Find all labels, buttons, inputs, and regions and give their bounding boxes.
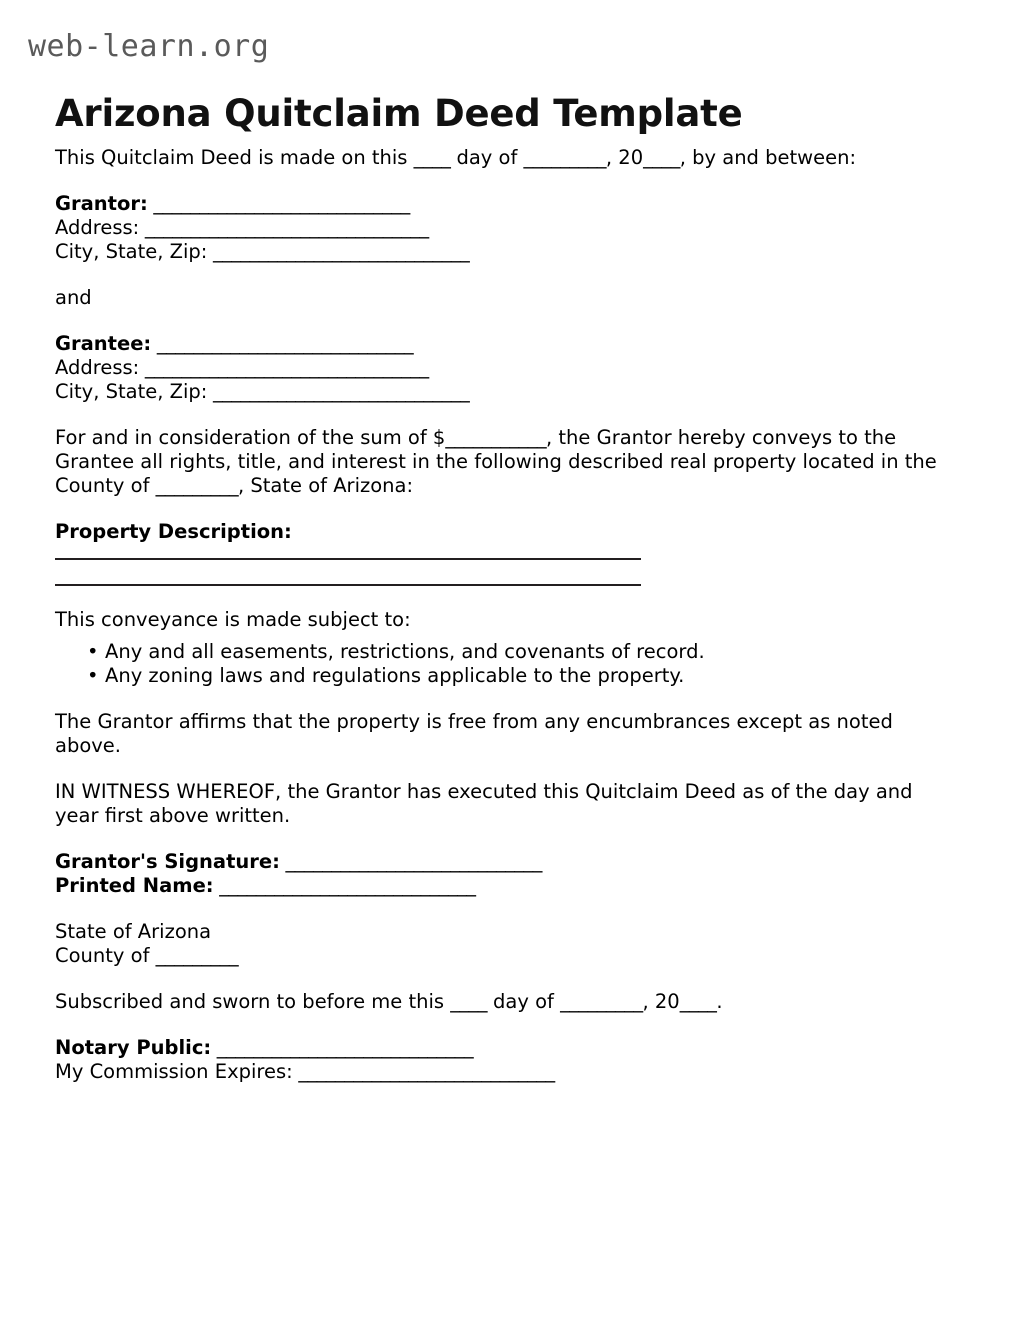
grantor-citystatezip-row: [55, 240, 960, 264]
sworn-year-blank[interactable]: ____: [679, 990, 717, 1013]
conjunction-and: and: [55, 286, 92, 309]
printed-name-label: Printed Name:: [55, 874, 214, 897]
printed-name-row: [55, 874, 960, 898]
list-item-label: Any zoning laws and regulations applicable to the property.: [105, 664, 685, 687]
intro-text-3: , 20: [605, 146, 644, 169]
affirmation-paragraph: The Grantor affirms that the property is free from any encumbrances except as noted above.: [55, 710, 893, 757]
site-watermark: web-learn.org: [28, 29, 270, 64]
notary-venue-block: [55, 920, 960, 968]
sworn-text-2: day of: [486, 990, 561, 1013]
sworn-text-4: .: [716, 990, 723, 1013]
property-description-line-2[interactable]: [55, 584, 641, 586]
grantor-block: [55, 192, 960, 264]
intro-month-blank[interactable]: _________: [523, 146, 606, 169]
signature-block: [55, 850, 960, 898]
intro-text-4: , by and between:: [679, 146, 857, 169]
page-title: Arizona Quitclaim Deed Template: [55, 91, 743, 135]
grantee-address-label: Address:: [55, 356, 140, 379]
grantee-name-row: [55, 332, 960, 356]
grantor-name-blank[interactable]: ____________________________: [147, 192, 410, 215]
list-item: [87, 640, 960, 664]
consideration-text-3: , State of Arizona:: [238, 474, 414, 497]
grantor-address-blank[interactable]: _______________________________: [139, 216, 429, 239]
consideration-county-blank[interactable]: _________: [155, 474, 239, 497]
bullet-icon: •: [87, 664, 99, 687]
commission-expires-label: My Commission Expires:: [55, 1060, 293, 1083]
printed-name-blank[interactable]: ____________________________: [213, 874, 476, 897]
list-item-label: Any and all easements, restrictions, and covenants of record.: [105, 640, 705, 663]
property-description-label: Property Description:: [55, 520, 292, 543]
grantor-signature-blank[interactable]: ____________________________: [279, 850, 542, 873]
consideration-text-1: For and in consideration of the sum of $: [55, 426, 446, 449]
grantee-label: Grantee:: [55, 332, 152, 355]
notary-state-row: State of Arizona: [55, 920, 212, 943]
consideration-paragraph: [55, 426, 960, 498]
commission-expires-row: [55, 1060, 960, 1084]
grantee-address-row: [55, 356, 960, 380]
grantor-name-row: [55, 192, 960, 216]
notary-county-row: [55, 944, 960, 968]
grantee-citystatezip-blank[interactable]: ____________________________: [207, 380, 470, 403]
grantee-address-blank[interactable]: _______________________________: [139, 356, 429, 379]
property-description-heading: [55, 520, 960, 544]
grantee-citystatezip-label: City, State, Zip:: [55, 380, 208, 403]
grantor-address-label: Address:: [55, 216, 140, 239]
property-description-lines: [55, 558, 960, 586]
intro-day-blank[interactable]: ____: [413, 146, 451, 169]
list-item: [87, 664, 960, 688]
sworn-text-3: , 20: [642, 990, 680, 1013]
notary-county-label: County of: [55, 944, 156, 967]
intro-text-2: day of: [450, 146, 524, 169]
grantee-block: [55, 332, 960, 404]
property-description-line-1[interactable]: [55, 558, 641, 560]
consideration-amount-blank[interactable]: ___________: [445, 426, 546, 449]
document-body: [55, 146, 960, 1106]
commission-expires-blank[interactable]: ____________________________: [292, 1060, 555, 1083]
grantee-citystatezip-row: [55, 380, 960, 404]
grantor-signature-row: [55, 850, 960, 874]
intro-paragraph: [55, 146, 960, 170]
witness-paragraph: IN WITNESS WHEREOF, the Grantor has executed this Quitclaim Deed as of the day and year first above written.: [55, 780, 913, 827]
intro-year-blank[interactable]: ____: [643, 146, 680, 169]
grantor-citystatezip-blank[interactable]: ____________________________: [207, 240, 470, 263]
grantor-citystatezip-label: City, State, Zip:: [55, 240, 208, 263]
notary-block: [55, 1036, 960, 1084]
sworn-paragraph: [55, 990, 960, 1014]
sworn-text-1: Subscribed and sworn to before me this: [55, 990, 451, 1013]
sworn-month-blank[interactable]: _________: [560, 990, 643, 1013]
conveyance-conditions-list: [55, 640, 960, 688]
grantor-signature-label: Grantor's Signature:: [55, 850, 280, 873]
grantee-name-blank[interactable]: ____________________________: [151, 332, 414, 355]
bullet-icon: •: [87, 640, 99, 663]
notary-public-row: [55, 1036, 960, 1060]
sworn-day-blank[interactable]: ____: [450, 990, 487, 1013]
consideration-text-2: , the Grantor hereby conveys to the Grantee all rights, title, and interest in the following described real property located in the County of: [55, 426, 937, 497]
notary-county-blank[interactable]: _________: [155, 944, 239, 967]
notary-public-blank[interactable]: ____________________________: [211, 1036, 473, 1059]
notary-public-label: Notary Public:: [55, 1036, 212, 1059]
intro-text-1: This Quitclaim Deed is made on this: [55, 146, 414, 169]
conveyance-lead-in: This conveyance is made subject to:: [55, 608, 411, 631]
grantor-label: Grantor:: [55, 192, 148, 215]
grantor-address-row: [55, 216, 960, 240]
